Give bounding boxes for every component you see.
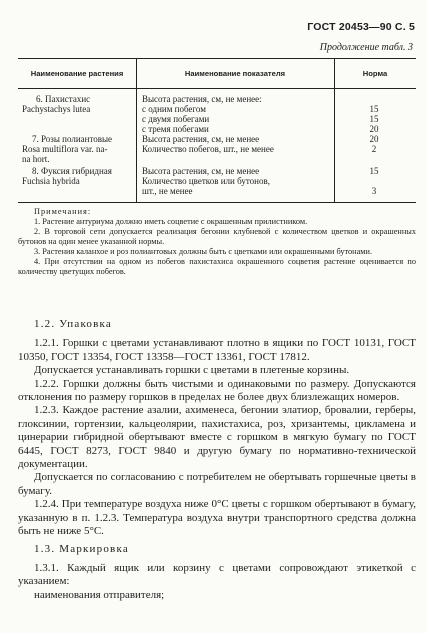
table-col-divider-1 [136, 58, 137, 202]
body-paragraph: Допускается по согласованию с потребителем не обертывать горшечные цветы в бумагу. [18, 471, 416, 497]
table-cell-indicator: с одним побегом [142, 104, 206, 114]
table-cell-indicator: шт., не менее [142, 186, 193, 196]
body-paragraph: наименования отправителя; [34, 588, 165, 601]
body-paragraph: 1.2.4. При температуре воздуха ниже 0°С цветы с горшком обертывают в бумагу, указанную в п. 1.2.3. Температура воздуха внутри транспортного средства должна быть не ниже 5°С. [18, 498, 416, 538]
table-cell-indicator: Высота растения, см, не менее: [142, 94, 262, 104]
body-paragraph: 1.2.1. Горшки с цветами устанавливают плотно в ящики по ГОСТ 10131, ГОСТ 10350, ГОСТ 13354, ГОСТ 13358—ГОСТ 13361, ГОСТ 17812. [18, 337, 416, 363]
body-paragraph: Допускается устанавливать горшки с цветами в плетеные корзины. [34, 364, 350, 377]
section-heading-marking: 1.3. Маркировка [34, 542, 129, 555]
table-cell-plant: Pachystachys lutea [22, 104, 91, 114]
table-cell-indicator: с двумя побегами [142, 114, 210, 124]
table-cell-indicator: Высота растения, см, не менее [142, 166, 260, 176]
body-paragraph: 1.2.2. Горшки должны быть чистыми и одинаковыми по размеру. Допускаются отклонения по размеру горшков в пределах не более двух близлежащих номеров. [18, 377, 416, 404]
page-header: ГОСТ 20453—90 С. 5 [307, 21, 415, 33]
notes-title: Примечания: [34, 207, 92, 216]
table-continuation-label: Продолжение табл. 3 [319, 42, 413, 53]
note-item: 3. Растения каланхое и роз полиантовых должны быть с цветками или окрашенными бутонами. [34, 247, 373, 256]
table-cell-norm: 20 [369, 134, 379, 144]
note-item: 4. При отсутствии на одном из побегов пахистахиса окрашенного соцветия растение оценивается по количеству цветущих побегов. [18, 257, 416, 276]
body-paragraph: 1.3.1. Каждый ящик или корзину с цветами сопровождают этикеткой с указанием: [18, 561, 416, 588]
table-header-indicator: Наименование показателя [184, 69, 286, 78]
table-header-norm: Норма [362, 69, 388, 78]
table-cell-norm: 15 [369, 104, 379, 114]
document-body [18, 318, 416, 602]
table-cell-plant: 6. Пахистахис [36, 94, 91, 104]
note-item: 2. В торговой сети допускается реализация бегонии клубневой с количеством цветков и окрашенных бутонов на один менее указанной нормы. [18, 227, 416, 246]
body-paragraph: 1.2.3. Каждое растение азалии, ахименеса, бегонии элатиор, бровалии, герберы, глоксинии, гортензии, кальцеолярии, пахистахиса, роз, хризантемы, цикламена и цинерарии гибридной обертывают вместе с горшком в мягкую бумагу по ГОСТ 6445, ГОСТ 8273, ГОСТ 9840 и другую бумагу по нормативно-технической документации. [18, 404, 416, 471]
table-cell-norm: 15 [369, 114, 379, 124]
table-bottom-rule [18, 202, 416, 203]
table-cell-norm: 2 [371, 144, 377, 154]
table-cell-norm: 15 [369, 166, 379, 176]
note-item: 1. Растение антуриума должно иметь соцветие с окрашенным прилистником. [34, 217, 308, 226]
table-cell-indicator: Высота растения, см, не менее [142, 134, 260, 144]
section-heading-packaging: 1.2. Упаковка [34, 318, 112, 330]
table-cell-plant: 8. Фуксия гибридная [32, 166, 112, 176]
table-header-plant: Наименование растения [30, 69, 124, 78]
table-cell-norm: 3 [371, 186, 377, 196]
table-cell-plant: Rosa multiflora var. na- [22, 144, 108, 154]
table-cell-plant: na hort. [22, 154, 50, 164]
table-cell-indicator: с тремя побегами [142, 124, 209, 134]
table-cell-plant: Fuchsia hybrida [22, 176, 80, 186]
table-cell-plant: 7. Розы полиантовые [32, 134, 113, 144]
table-header-rule [18, 88, 416, 89]
table-top-rule [18, 58, 416, 59]
table-col-divider-2 [334, 58, 335, 202]
table-cell-indicator: Количество побегов, шт., не менее [142, 144, 274, 154]
table-cell-norm: 20 [369, 124, 379, 134]
table-cell-indicator: Количество цветков или бутонов, [142, 176, 270, 186]
table-notes [18, 207, 416, 277]
